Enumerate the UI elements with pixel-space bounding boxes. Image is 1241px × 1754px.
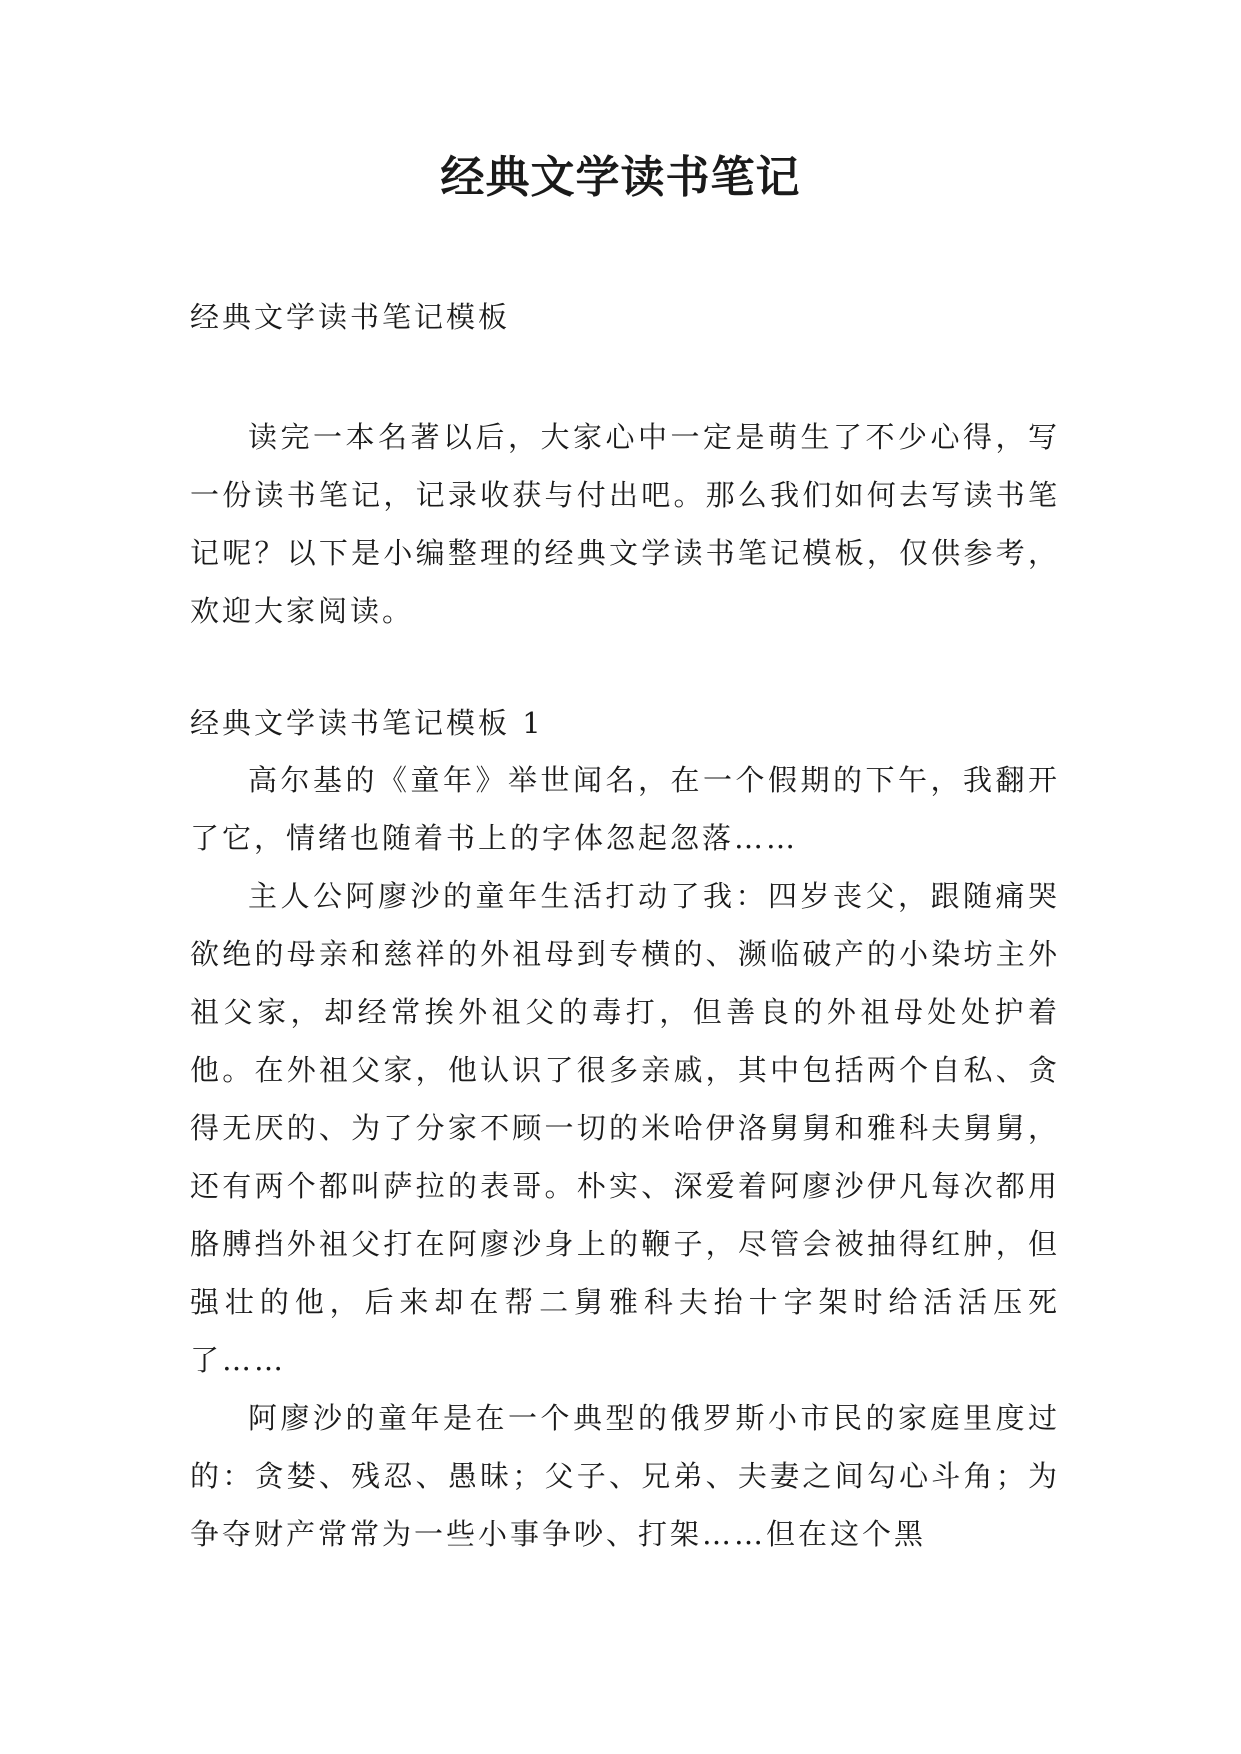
document-subtitle: 经典文学读书笔记模板 <box>190 300 511 334</box>
body-paragraph-1: 高尔基的《童年》举世闻名，在一个假期的下午，我翻开了它，情绪也随着书上的字体忽起忽落…… <box>190 763 1060 855</box>
intro-section <box>190 408 1060 640</box>
body-paragraph-3: 阿廖沙的童年是在一个典型的俄罗斯小市民的家庭里度过的：贪婪、残忍、愚昧；父子、兄弟、夫妻之间勾心斗角；为争夺财产常常为一些小事争吵、打架……但在这个黑 <box>190 1401 1060 1551</box>
body-section <box>190 751 1060 1563</box>
document-title: 经典文学读书笔记 <box>440 152 801 203</box>
body-paragraph-2: 主人公阿廖沙的童年生活打动了我：四岁丧父，跟随痛哭欲绝的母亲和慈祥的外祖母到专横的、濒临破产的小染坊主外祖父家，却经常挨外祖父的毒打，但善良的外祖母处处护着他。在外祖父家，他认识了很多亲戚，其中包括两个自私、贪得无厌的、为了分家不顾一切的米哈伊洛舅舅和雅科夫舅舅，还有两个都叫萨拉的表哥。朴实、深爱着阿廖沙伊凡每次都用胳膊挡外祖父打在阿廖沙身上的鞭子，尽管会被抽得红肿，但强壮的他，后来却在帮二舅雅科夫抬十字架时给活活压死了…… <box>190 879 1060 1377</box>
intro-paragraph: 读完一本名著以后，大家心中一定是萌生了不少心得，写一份读书笔记，记录收获与付出吧。那么我们如何去写读书笔记呢？以下是小编整理的经典文学读书笔记模板，仅供参考，欢迎大家阅读。 <box>190 420 1060 628</box>
section-heading: 经典文学读书笔记模板 1 <box>190 706 544 740</box>
